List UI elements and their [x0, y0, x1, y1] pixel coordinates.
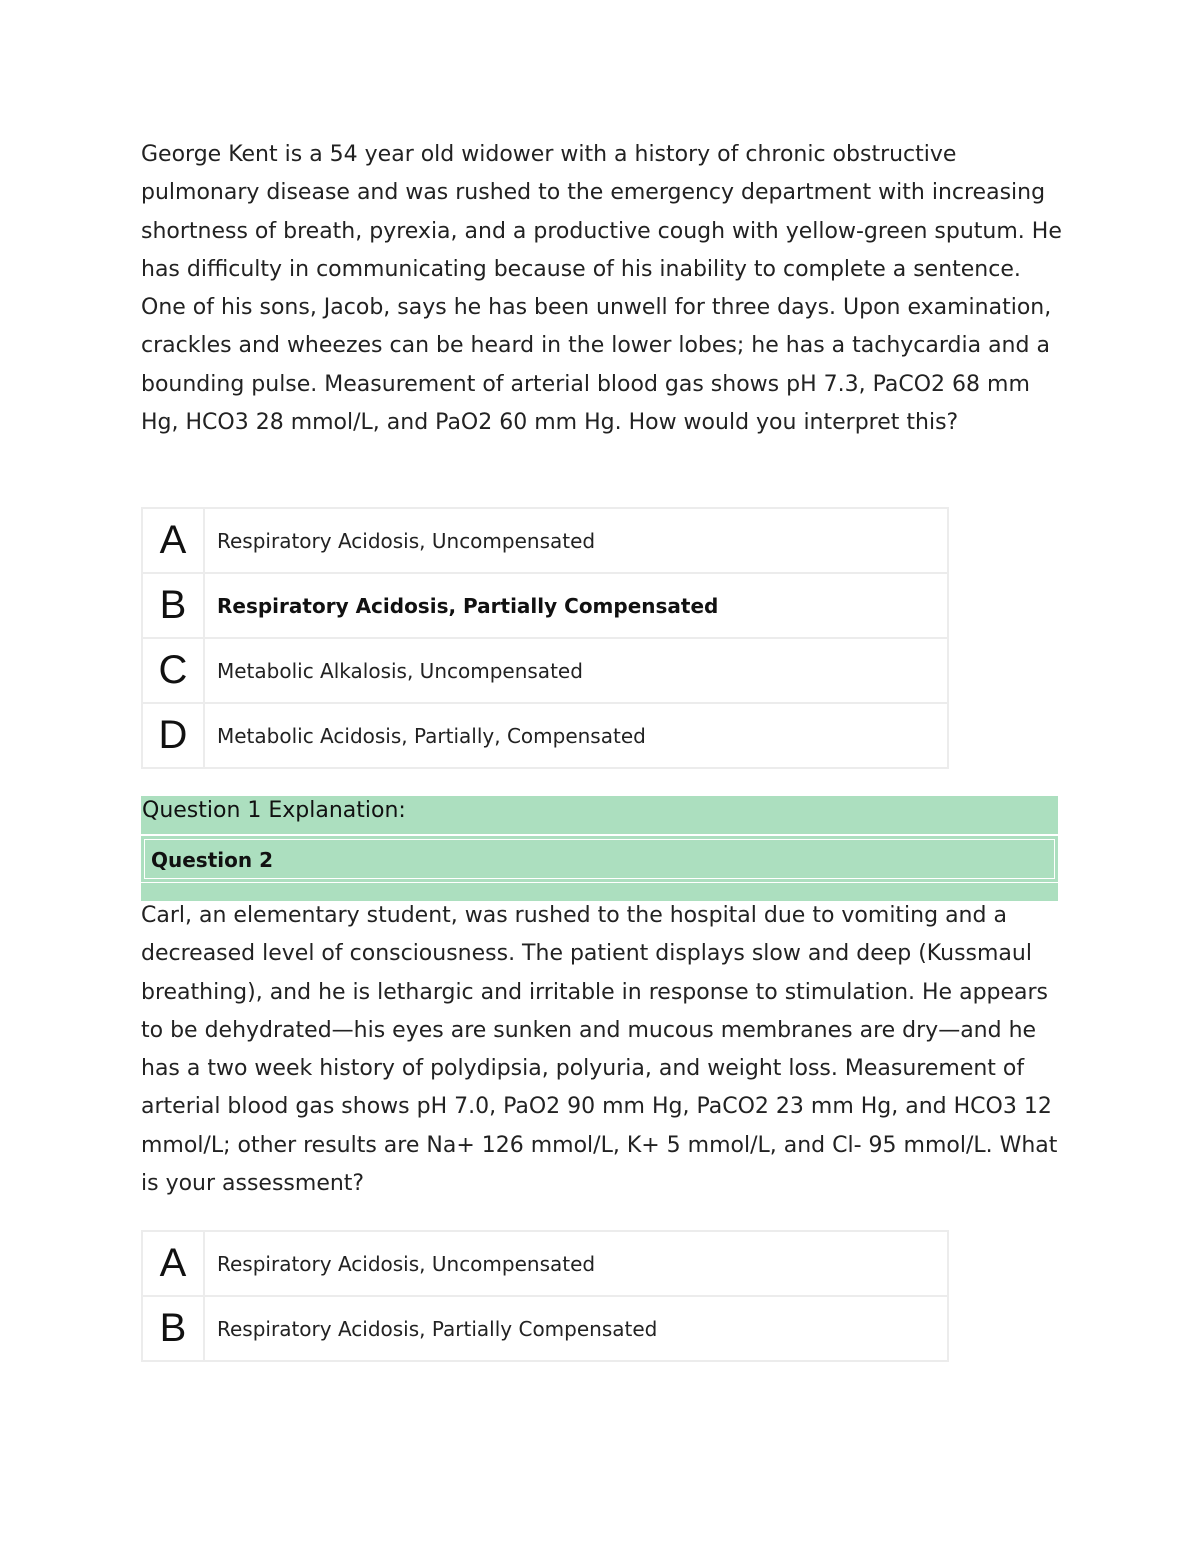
option-letter: B — [142, 1296, 204, 1361]
option-c[interactable] — [142, 638, 948, 703]
option-letter: A — [142, 508, 204, 573]
question-2-title: Question 2 — [151, 848, 273, 872]
option-letter: C — [142, 638, 204, 703]
explanation-title: Question 1 Explanation: — [142, 798, 406, 823]
option-letter: A — [142, 1231, 204, 1296]
option-text: Respiratory Acidosis, Uncompensated — [204, 1231, 948, 1296]
option-d[interactable] — [142, 703, 948, 768]
option-text: Respiratory Acidosis, Partially Compensated — [204, 1296, 948, 1361]
option-b[interactable] — [142, 573, 948, 638]
option-letter: D — [142, 703, 204, 768]
question-1-text: George Kent is a 54 year old widower with a history of chronic obstructive pulmonary disease and was rushed to the emergency department with increasing shortness of breath, pyrexia, and a productive cough with yellow-green sputum. He has difficulty in communicating because of his inability to complete a sentence. One of his sons, Jacob, says he has been unwell for three days. Upon examination, crackles and wheezes can be heard in the lower lobes; he has a tachycardia and a bounding pulse. Measurement of arterial blood gas shows pH 7.3, PaCO2 68 mm Hg, HCO3 28 mmol/L, and PaO2 60 mm Hg. How would you interpret this? — [141, 142, 1062, 436]
option-text: Respiratory Acidosis, Partially Compensated — [204, 573, 948, 638]
explanation-body — [141, 836, 1058, 882]
question-2-text: Carl, an elementary student, was rushed to the hospital due to vomiting and a decreased level of consciousness. The patient displays slow and deep (Kussmaul breathing), and he is lethargic and irritable in response to stimulation. He appears to be dehydrated—his eyes are sunken and mucous membranes are dry—and he has a two week history of polydipsia, polyuria, and weight loss. Measurement of arterial blood gas shows pH 7.0, PaO2 90 mm Hg, PaCO2 23 mm Hg, and HCO3 12 mmol/L; other results are Na+ 126 mmol/L, K+ 5 mmol/L, and Cl- 95 mmol/L. What is your assessment? — [141, 903, 1058, 1197]
question-2-header — [144, 839, 1055, 879]
question-2-options — [141, 1230, 949, 1362]
option-b[interactable] — [142, 1296, 948, 1361]
explanation-header — [141, 796, 1058, 834]
option-letter: B — [142, 573, 204, 638]
option-text: Metabolic Alkalosis, Uncompensated — [204, 638, 948, 703]
option-a[interactable] — [142, 508, 948, 573]
option-text: Respiratory Acidosis, Uncompensated — [204, 508, 948, 573]
option-text: Metabolic Acidosis, Partially, Compensated — [204, 703, 948, 768]
option-a[interactable] — [142, 1231, 948, 1296]
question-1-options — [141, 507, 949, 769]
